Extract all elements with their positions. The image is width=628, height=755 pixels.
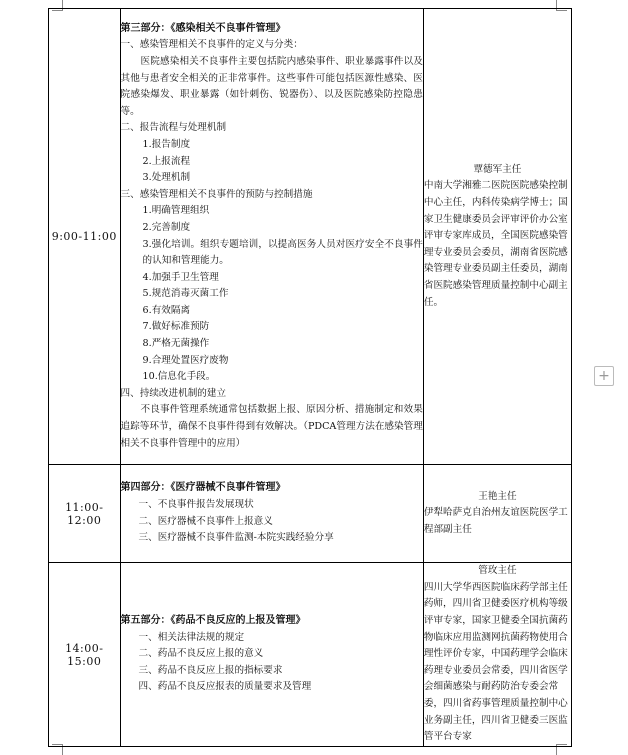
content-cell <box>120 465 423 563</box>
content-line: 1.明确管理组织 <box>142 205 210 217</box>
content-line: 二、报告流程与处理机制 <box>120 122 227 134</box>
time-cell: 11:00-12:00 <box>49 465 121 563</box>
content-line: 7.做好标准预防 <box>142 321 210 333</box>
speaker-info <box>424 162 571 311</box>
speaker-description: 中南大学湘雅二医院医院感染控制中心主任，内科传染病学博士；国家卫生健康委员会评审评价办公室评审专家库成员，全国医院感染管理专业委员会委员，湖南省医院感染管理专业委员副主任委员，湖南省医院感染管理质量控制中心副主任。 <box>423 180 568 308</box>
content-line: 三、药品不良反应上报的指标要求 <box>138 664 283 676</box>
content-cell <box>120 563 423 747</box>
content-line: 4.加强手卫生管理 <box>142 271 219 283</box>
content-line: 三、感染管理相关不良事件的预防与控制措施 <box>120 188 313 200</box>
table-row <box>49 465 572 563</box>
content-line: 一、相关法律法规的规定 <box>138 631 245 643</box>
content-lines <box>121 37 423 452</box>
content-line: 3.处理机制 <box>142 172 191 184</box>
content-line: 2.上报流程 <box>142 155 191 167</box>
content-line: 8.严格无菌操作 <box>142 338 210 350</box>
content-line: 四、药品不良反应报表的质量要求及管理 <box>138 681 312 693</box>
time-cell: 14:00-15:00 <box>49 563 121 747</box>
table-row <box>49 9 572 465</box>
content-line: 三、医疗器械不良事件监测-本院实践经验分享 <box>138 532 334 544</box>
content-line: 四、持续改进机制的建立 <box>120 387 227 399</box>
content-line: 二、医疗器械不良事件上报意义 <box>138 515 273 527</box>
section-title: 第四部分：《医疗器械不良事件管理》 <box>120 482 286 494</box>
content-cell <box>120 9 423 465</box>
content-line: 9.合理处置医疗废物 <box>142 354 229 366</box>
content-line: 一、不良事件报告发展现状 <box>138 498 254 510</box>
content-line: 5.规范消毒灭菌工作 <box>142 288 229 300</box>
content-line: 6.有效隔离 <box>142 304 191 316</box>
table-row <box>49 563 572 747</box>
content-line: 二、药品不良反应上报的意义 <box>138 648 264 660</box>
speaker-name: 覃德军主任 <box>473 163 522 175</box>
section-title: 第三部分：《感染相关不良事件管理》 <box>120 22 286 34</box>
content-line: 一、感染管理相关不良事件的定义与分类： <box>120 39 303 51</box>
speaker-cell <box>423 465 571 563</box>
schedule-table <box>48 8 572 747</box>
speaker-info <box>424 563 571 746</box>
content-line: 医院感染相关不良事件主要包括院内感染事件、职业暴露事件以及其他与患者安全相关的正非常事件。这些事件可能包括医源性感染、医院感染爆发、职业暴露（如针刺伤、锐器伤）、以及医院感染防控隐患等。 <box>120 55 423 117</box>
speaker-cell <box>423 9 571 465</box>
content-lines <box>121 497 423 547</box>
section-title: 第五部分：《药品不良反应的上报及管理》 <box>120 615 306 627</box>
content-line: 3.强化培训。组织专题培训，以提高医务人员对医疗安全不良事件的认知和管理能力。 <box>142 238 423 267</box>
speaker-info <box>424 489 571 539</box>
speaker-description: 四川大学华西医院临床药学部主任药师，四川省卫健委医疗机构等级评审专家，国家卫健委全国抗菌药物临床应用监测网抗菌药物使用合理性评价专家，中国药理学会临床药理专业委员会常委，四川省医学会细菌感染与耐药防治专委会常委，四川省药事管理质量控制中心业务副主任，四川省卫健委三医监管平台专家 <box>423 581 568 743</box>
add-row-button[interactable]: + <box>594 366 614 386</box>
content-line: 不良事件管理系统通常包括数据上报、原因分析、措施制定和效果追踪等环节，确保不良事件得到有效解决。（PDCA管理方法在感染管理相关不良事件管理中的应用） <box>120 404 423 449</box>
speaker-cell <box>423 563 571 747</box>
content-line: 1.报告制度 <box>142 138 191 150</box>
speaker-description: 伊犁哈萨克自治州友谊医院医学工程部副主任 <box>423 507 568 535</box>
speaker-name: 王艳主任 <box>478 490 517 502</box>
time-cell: 9:00-11:00 <box>49 9 121 465</box>
speaker-name: 管玫主任 <box>478 565 517 577</box>
content-lines <box>121 630 423 696</box>
content-line: 2.完善制度 <box>142 221 191 233</box>
content-line: 10.信息化手段。 <box>142 371 216 383</box>
